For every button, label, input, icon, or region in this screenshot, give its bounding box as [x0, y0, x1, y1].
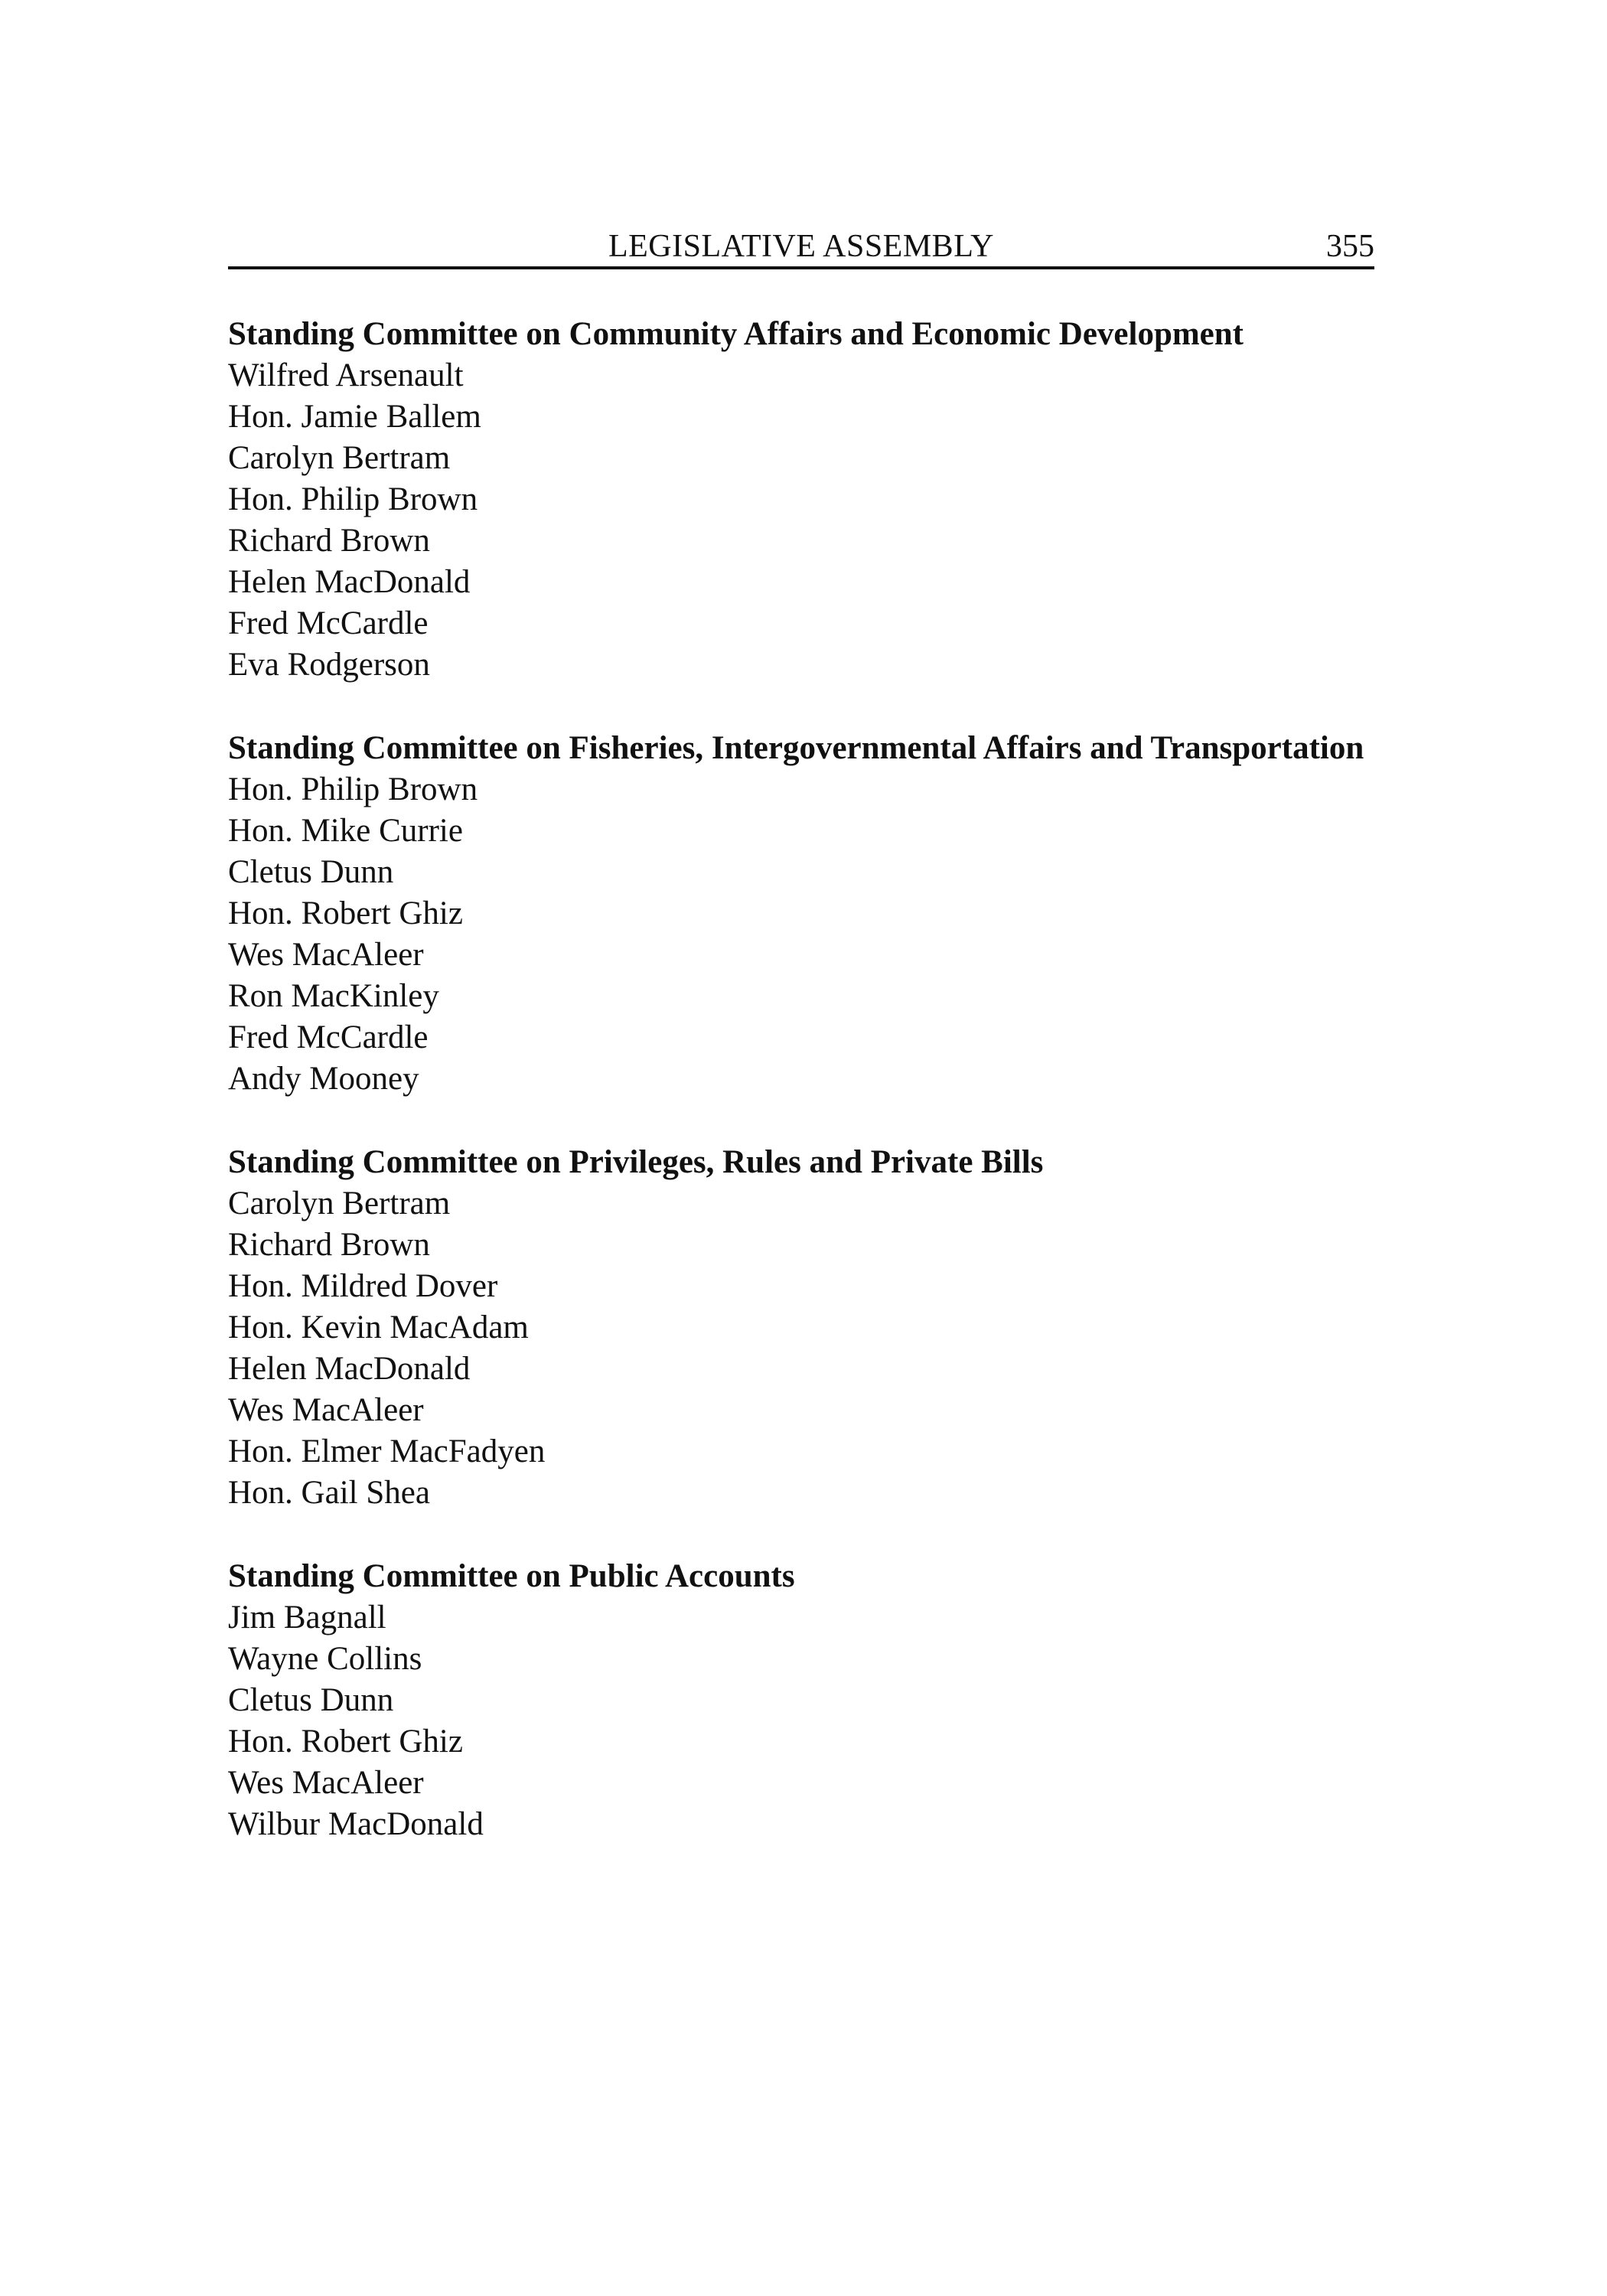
committee-section [228, 314, 1374, 686]
page-number: 355 [1326, 229, 1374, 264]
running-title: LEGISLATIVE ASSEMBLY [608, 229, 994, 264]
member-name: Fred McCardle [228, 605, 429, 641]
member-name: Cletus Dunn [228, 1682, 394, 1718]
member-name: Wes MacAleer [228, 937, 424, 973]
member-name: Hon. Philip Brown [228, 771, 478, 807]
member-list [228, 1183, 1374, 1514]
member-name: Wes MacAleer [228, 1765, 424, 1801]
member-name: Hon. Mildred Dover [228, 1268, 498, 1304]
committee-section [228, 728, 1374, 1100]
committee-title: Standing Committee on Community Affairs and Economic Development [228, 316, 1244, 352]
member-list [228, 1597, 1374, 1845]
member-name: Hon. Robert Ghiz [228, 895, 463, 931]
running-header [228, 223, 1374, 269]
member-name: Andy Mooney [228, 1061, 419, 1097]
member-name: Eva Rodgerson [228, 647, 430, 683]
member-name: Hon. Jamie Ballem [228, 399, 481, 435]
member-name: Jim Bagnall [228, 1600, 386, 1636]
member-name: Helen MacDonald [228, 564, 471, 600]
member-name: Carolyn Bertram [228, 1186, 451, 1221]
member-name: Carolyn Bertram [228, 440, 451, 476]
member-list [228, 769, 1374, 1100]
member-name: Hon. Elmer MacFadyen [228, 1433, 546, 1469]
member-name: Ron MacKinley [228, 978, 439, 1014]
committee-title: Standing Committee on Fisheries, Intergovernmental Affairs and Transportation [228, 730, 1364, 766]
committee-section [228, 1142, 1374, 1514]
member-name: Richard Brown [228, 523, 430, 559]
member-name: Hon. Gail Shea [228, 1475, 430, 1511]
committee-title: Standing Committee on Privileges, Rules and Private Bills [228, 1144, 1044, 1180]
member-name: Wes MacAleer [228, 1392, 424, 1428]
member-name: Hon. Philip Brown [228, 481, 478, 517]
member-list [228, 355, 1374, 686]
committee-title: Standing Committee on Public Accounts [228, 1558, 795, 1594]
member-name: Wilbur MacDonald [228, 1806, 484, 1842]
member-name: Hon. Robert Ghiz [228, 1724, 463, 1760]
member-name: Hon. Kevin MacAdam [228, 1309, 529, 1345]
member-name: Wayne Collins [228, 1641, 422, 1677]
member-name: Helen MacDonald [228, 1351, 471, 1387]
committee-section [228, 1556, 1374, 1845]
member-name: Wilfred Arsenault [228, 357, 464, 393]
committee-listing [228, 314, 1374, 1887]
member-name: Hon. Mike Currie [228, 813, 463, 849]
member-name: Richard Brown [228, 1227, 430, 1263]
document-page [228, 0, 1374, 2296]
member-name: Fred McCardle [228, 1019, 429, 1055]
member-name: Cletus Dunn [228, 854, 394, 890]
